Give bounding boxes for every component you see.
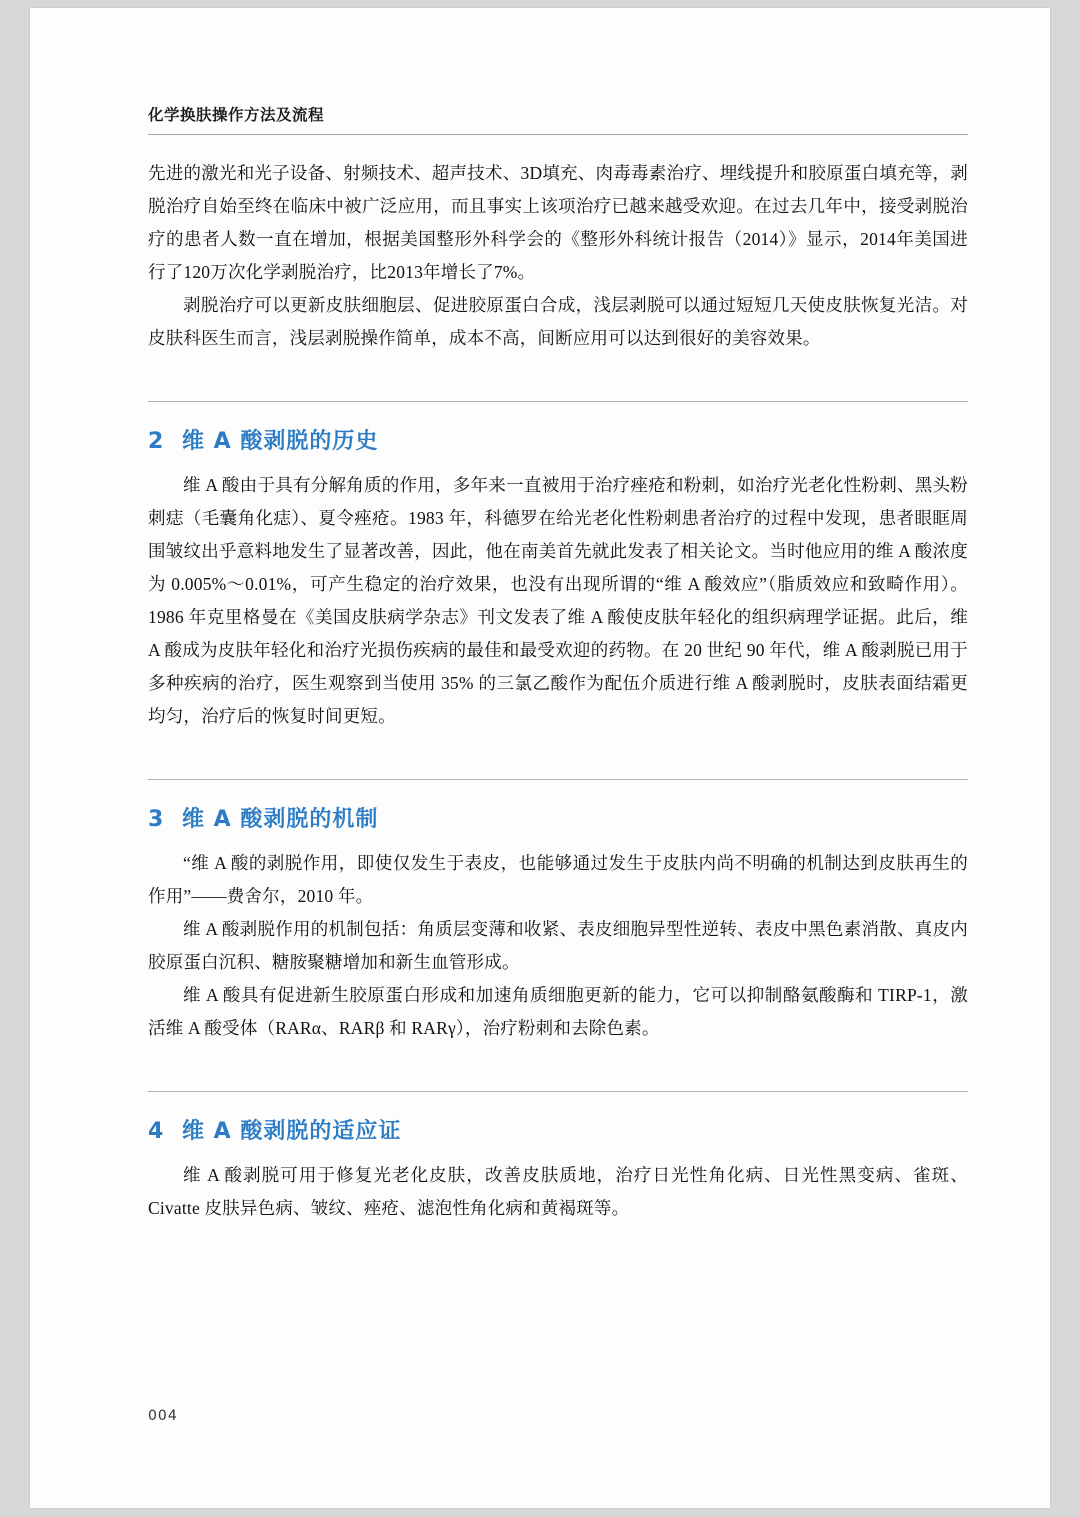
- page-number: 004: [148, 1408, 178, 1424]
- section-indications: [148, 1091, 968, 1225]
- section-3-paragraph-3: 维 A 酸具有促进新生胶原蛋白形成和加速角质细胞更新的能力，它可以抑制酪氨酸酶和 TIRP-1，激活维 A 酸受体（RARα、RARβ 和 RARγ），治疗粉刺和去除色素。: [148, 985, 968, 1038]
- section-divider: [148, 779, 968, 780]
- section-4-paragraph-1: 维 A 酸剥脱可用于修复光老化皮肤，改善皮肤质地，治疗日光性角化病、日光性黑变病、雀斑、Civatte 皮肤异色病、皱纹、痤疮、滤泡性角化病和黄褐斑等。: [148, 1165, 968, 1218]
- section-heading-2: [148, 424, 968, 455]
- section-2-paragraph-1: 维 A 酸由于具有分解角质的作用，多年来一直被用于治疗痤疮和粉刺，如治疗光老化性粉刺、黑头粉刺痣（毛囊角化痣）、夏令痤疮。1983 年，科德罗在给光老化性粉刺患者治疗的过程中发现，患者眼眶周围皱纹出乎意料地发生了显著改善，因此，他在南美首先就此发表了相关论文。当时他应用的维 A 酸浓度为 0.005%～0.01%，可产生稳定的治疗效果，也没有出现所谓的“维 A 酸效应”（脂质效应和致畸作用）。1986 年克里格曼在《美国皮肤病学杂志》刊文发表了维 A 酸使皮肤年轻化的组织病理学证据。此后，维 A 酸成为皮肤年轻化和治疗光损伤疾病的最佳和最受欢迎的药物。在 20 世纪 90 年代，维 A 酸剥脱已用于多种疾病的治疗，医生观察到当使用 35% 的三氯乙酸作为配伍介质进行维 A 酸剥脱时，皮肤表面结霜更均匀，治疗后的恢复时间更短。: [148, 475, 968, 726]
- page-content: [148, 103, 968, 1225]
- section-number: 3: [148, 807, 165, 832]
- section-number: 4: [148, 1119, 165, 1144]
- section-heading-3: [148, 802, 968, 833]
- section-number: 2: [148, 429, 165, 454]
- section-mechanism: [148, 779, 968, 1045]
- running-head: 化学换肤操作方法及流程: [148, 106, 325, 124]
- section-title: 维 A 酸剥脱的机制: [182, 807, 379, 832]
- intro-paragraph-2: 剥脱治疗可以更新皮肤细胞层、促进胶原蛋白合成，浅层剥脱可以通过短短几天使皮肤恢复光洁。对皮肤科医生而言，浅层剥脱操作简单，成本不高，间断应用可以达到很好的美容效果。: [148, 295, 968, 348]
- section-3-paragraph-1: “维 A 酸的剥脱作用，即使仅发生于表皮，也能够通过发生于皮肤内尚不明确的机制达到皮肤再生的作用”——费舍尔，2010 年。: [148, 853, 968, 906]
- section-3-paragraph-2: 维 A 酸剥脱作用的机制包括：角质层变薄和收紧、表皮细胞异型性逆转、表皮中黑色素消散、真皮内胶原蛋白沉积、糖胺聚糖增加和新生血管形成。: [148, 919, 968, 972]
- section-heading-4: [148, 1114, 968, 1145]
- document-page: [30, 8, 1050, 1508]
- section-title: 维 A 酸剥脱的历史: [182, 429, 379, 454]
- section-history: [148, 401, 968, 733]
- intro-paragraph-1: 先进的激光和光子设备、射频技术、超声技术、3D填充、肉毒毒素治疗、埋线提升和胶原蛋白填充等，剥脱治疗自始至终在临床中被广泛应用，而且事实上该项治疗已越来越受欢迎。在过去几年中，接受剥脱治疗的患者人数一直在增加，根据美国整形外科学会的《整形外科统计报告（2014）》显示，2014年美国进行了120万次化学剥脱治疗，比2013年增长了7%。: [148, 163, 968, 282]
- section-divider: [148, 1091, 968, 1092]
- section-title: 维 A 酸剥脱的适应证: [182, 1119, 402, 1144]
- section-divider: [148, 401, 968, 402]
- header-divider: [148, 134, 968, 135]
